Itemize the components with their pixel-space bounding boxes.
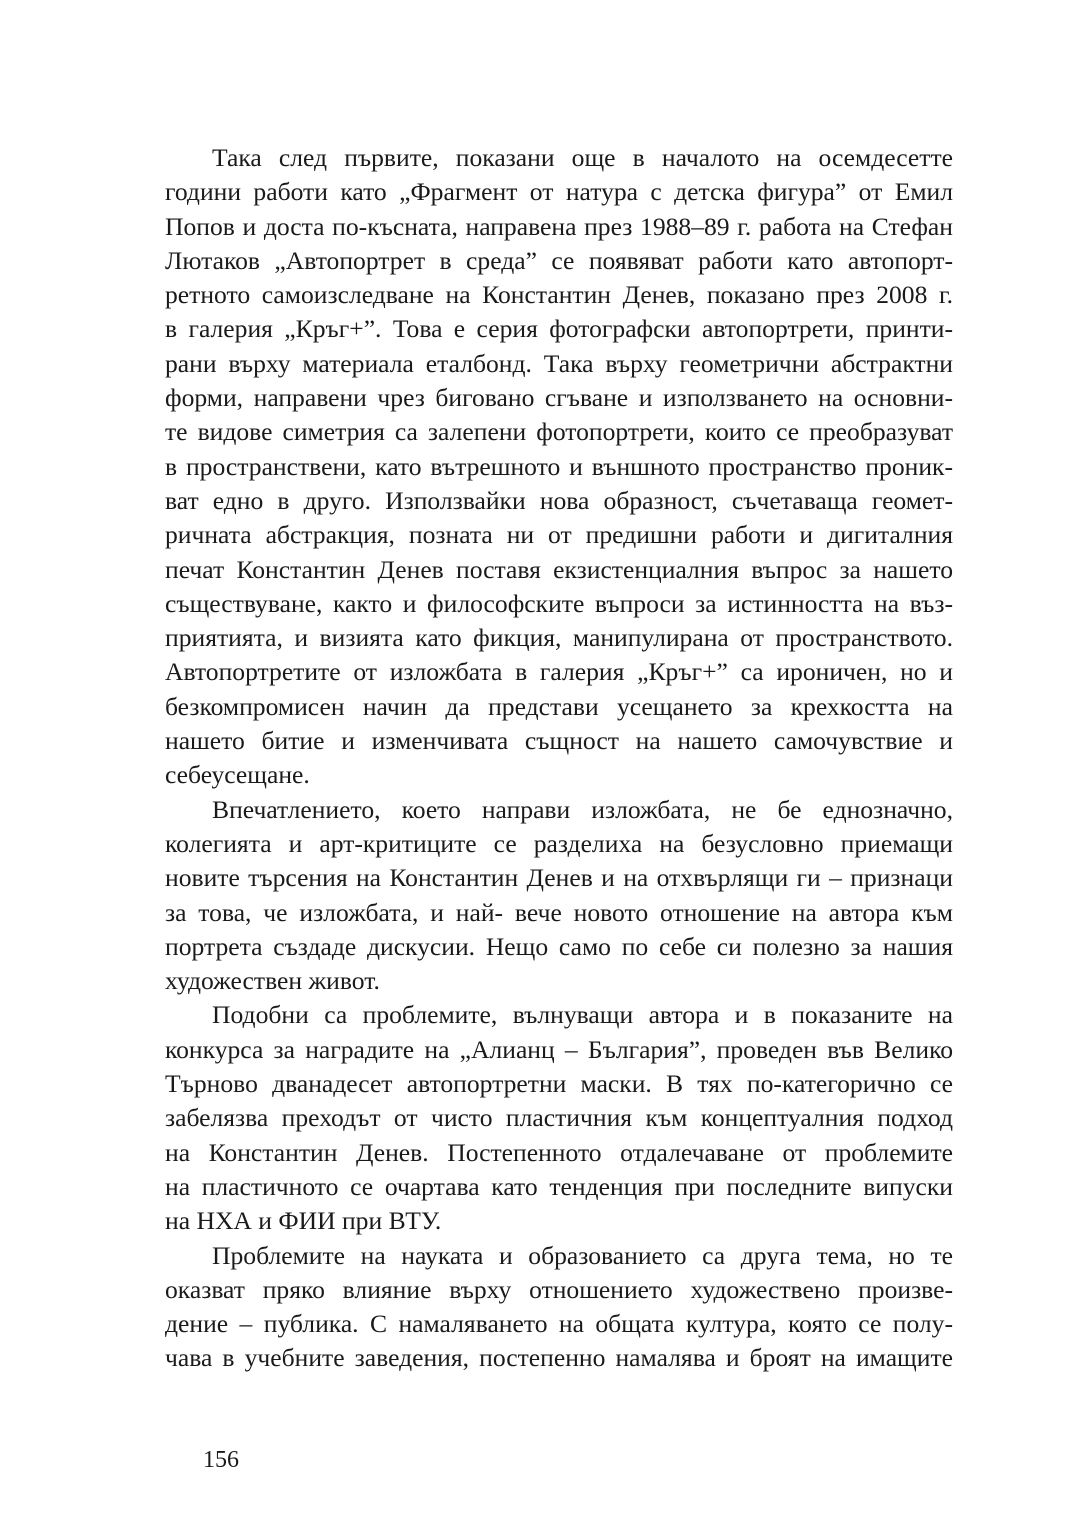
text-line: новите търсения на Константин Денев и на отхвърлящи ги – признаци — [165, 863, 953, 893]
text-line: на Константин Денев. Постепенното отдалечаване от проблемите — [165, 1137, 953, 1167]
text-line: за това, че изложбата, и най- вече новото отношение на автора към — [165, 897, 953, 927]
text-line: приятията, и визията като фикция, манипулирана от пространството. — [165, 623, 953, 653]
text-line: форми, направени чрез биговано сгъване и използването на основни- — [165, 383, 953, 413]
text-line: забелязва преходът от чисто пластичния към концептуалния подход — [165, 1103, 953, 1133]
text-line: ричната абстракция, позната ни от предишни работи и дигиталния — [165, 520, 953, 550]
text-line: Търново дванадесет автопортретни маски. В тях по-категорично се — [165, 1069, 953, 1099]
text-line: Автопортретите от изложбата в галерия „Кръг+” са ироничен, но и — [165, 657, 953, 687]
text-line: печат Константин Денев поставя екзистенциалния въпрос за нашето — [165, 554, 953, 584]
text-line: Подобни са проблемите, вълнуващи автора и в показаните на — [212, 1000, 953, 1030]
text-line: Така след първите, показани още в началото на осемдесетте — [212, 143, 953, 172]
text-line: Впечатлението, което направи изложбата, не бе еднозначно, — [212, 794, 953, 824]
paragraph — [165, 793, 953, 999]
paragraph — [165, 1239, 953, 1376]
paragraph — [165, 141, 953, 793]
text-line: колегията и арт-критиците се разделиха на безусловно приемащи — [165, 828, 953, 858]
text-line: ретното самоизследване на Константин Денев, показано през 2008 г. — [165, 280, 953, 310]
text-line: чава в учебните заведения, постепенно намалява и броят на имащите — [165, 1343, 953, 1373]
text-line: дение – публика. С намаляването на общата култура, която се полу- — [165, 1309, 953, 1339]
text-line: оказват пряко влияние върху отношението художествено произве- — [165, 1274, 953, 1304]
text-line: рани върху материала еталбонд. Така върху геометрични абстрактни — [165, 348, 953, 378]
text-line: Проблемите на науката и образованието са друга тема, но те — [212, 1240, 953, 1270]
body-text — [165, 141, 953, 1376]
text-line: портрета създаде дискусии. Нещо само по себе си полезно за нашия — [165, 931, 953, 961]
text-line: Попов и доста по-късната, направена през 1988–89 г. работа на Стефан — [165, 211, 953, 241]
text-line: в галерия „Кръг+”. Това е серия фотографски автопортрети, принти- — [165, 314, 953, 344]
text-line: Лютаков „Автопортрет в среда” се появяват работи като автопорт- — [165, 245, 953, 275]
text-line: себеусещане. — [165, 760, 310, 790]
text-line: конкурса за наградите на „Алианц – България”, проведен във Велико — [165, 1034, 953, 1064]
paragraph — [165, 998, 953, 1238]
text-line: ват едно в друго. Използвайки нова образност, съчетаваща геомет- — [165, 485, 953, 515]
text-line: в пространствени, като вътрешното и външното пространство проник- — [165, 451, 953, 481]
text-line: на пластичното се очартава като тенденция при последните випуски — [165, 1171, 953, 1201]
page-number: 156 — [203, 1447, 239, 1473]
text-line: години работи като „Фрагмент от натура с детска фигура” от Емил — [165, 177, 953, 207]
text-line: художествен живот. — [165, 966, 380, 996]
text-line: съществуване, както и философските въпроси за истинността на въз- — [165, 588, 953, 618]
text-line: на НХА и ФИИ при ВТУ. — [165, 1206, 442, 1236]
text-line: нашето битие и изменчивата същност на нашето самочувствие и — [165, 726, 953, 756]
text-line: те видове симетрия са залепени фотопортрети, които се преобразуват — [165, 417, 953, 447]
text-line: безкомпромисен начин да представи усещането за крехкостта на — [165, 691, 953, 721]
